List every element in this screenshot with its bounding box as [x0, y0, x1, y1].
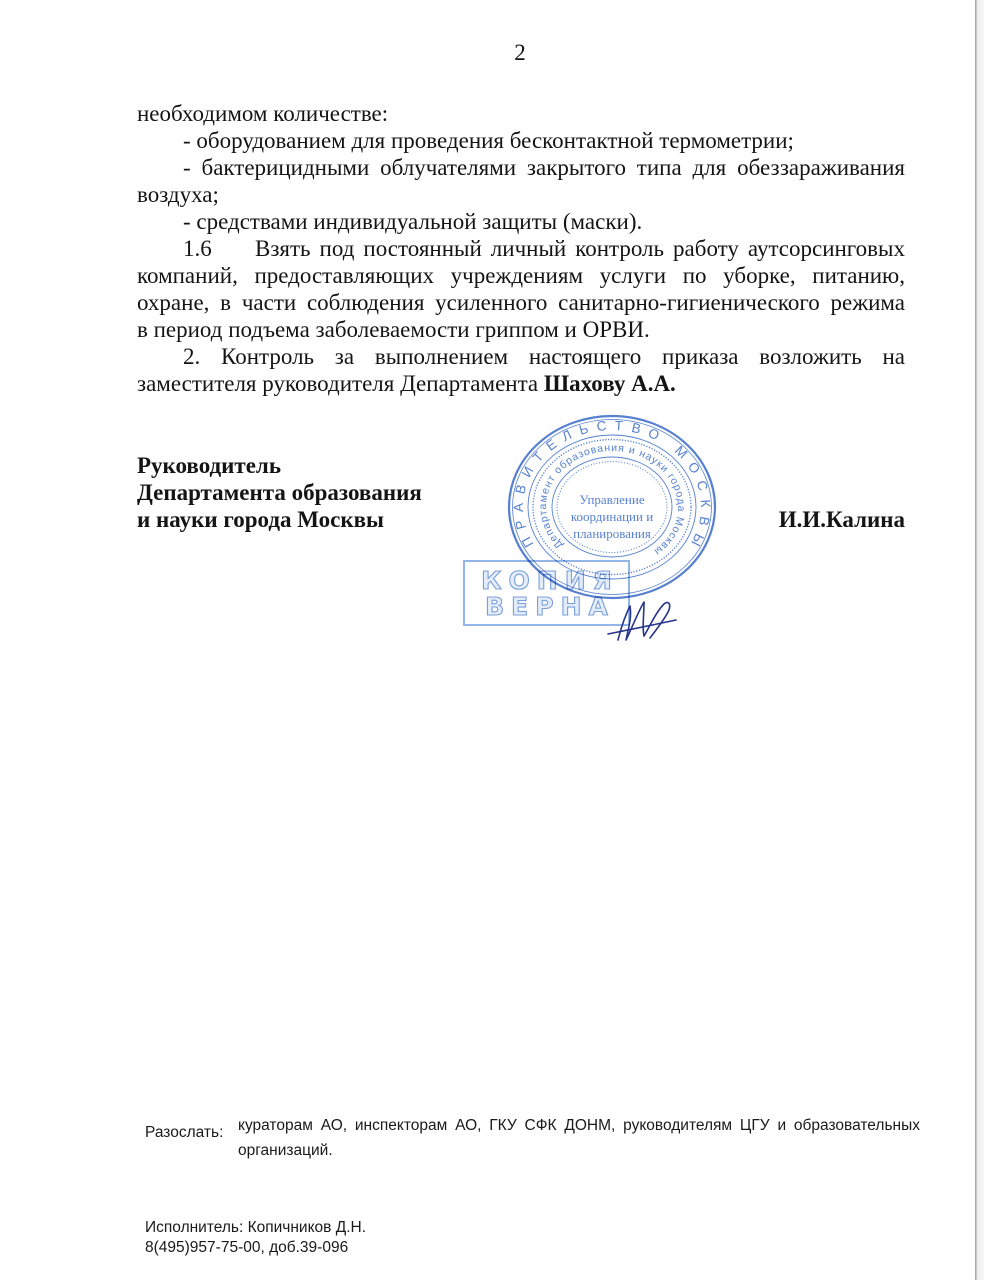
- bullet-item: - оборудованием для проведения бесконтактной термометрии;: [183, 128, 794, 153]
- clause-1-6: [137, 235, 905, 262]
- bullet-item: - бактерицидными облучателями закрытого типа для обеззараживания: [183, 155, 905, 180]
- distribution-list: [238, 1113, 920, 1163]
- clause-text: в период подъема заболеваемости гриппом и ОРВИ.: [137, 317, 650, 342]
- seal-center-line: координации и: [570, 509, 654, 524]
- clause-number: 1.6: [183, 236, 212, 261]
- page-edge: [975, 0, 984, 1280]
- executor-name: Исполнитель: Копичников Д.Н.: [145, 1219, 367, 1236]
- clause-2: 2. Контроль за выполнением настоящего приказа возложить на: [183, 344, 905, 369]
- bullet-item: - средствами индивидуальной защиты (маски).: [183, 209, 643, 234]
- seal-center-line: планирования: [573, 526, 651, 541]
- executor-phone: 8(495)957-75-00, доб.39-096: [145, 1239, 349, 1256]
- clause-2-continuation: [137, 370, 905, 397]
- copy-stamp-line: ВЕРНА: [485, 592, 615, 621]
- clause-text: Взять под постоянный личный контроль работу аутсорсинговых: [255, 236, 905, 261]
- document-body: [137, 100, 905, 397]
- executor-info: [145, 1218, 366, 1258]
- signatory-position: и науки города Москвы: [137, 507, 384, 532]
- seal-inner-text: Департамент образования и науки города Москвы: [536, 441, 688, 558]
- clause-text: компаний, предоставляющих учреждениям услуги по уборке, питанию,: [137, 263, 905, 288]
- seal-center-line: Управление: [579, 492, 645, 507]
- assignee-name: Шахову А.А.: [543, 371, 676, 396]
- distribution-line: кураторам АО, инспекторам АО, ГКУ СФК ДОНМ, руководителям ЦГУ и образовательных: [238, 1117, 920, 1134]
- distribution-label: Разослать:: [145, 1124, 224, 1141]
- seal-outer-text: ПРАВИТЕЛЬСТВО МОСКВЫ: [510, 417, 714, 551]
- clause-text: охране, в части соблюдения усиленного санитарно-гигиенического режима: [137, 290, 905, 315]
- copy-stamp-line: КОПИЯ: [481, 566, 619, 595]
- signatory-position: Руководитель: [137, 453, 281, 478]
- distribution-line: организаций.: [238, 1142, 333, 1159]
- body-line: необходимом количестве:: [137, 101, 389, 126]
- signatory-name: И.И.Калина: [778, 507, 905, 532]
- bullet-item-continuation: воздуха;: [137, 182, 219, 207]
- signatory-position: Департамента образования: [137, 480, 422, 505]
- handwritten-signature: [598, 590, 682, 650]
- official-seal: [500, 405, 725, 610]
- clause-text: заместителя руководителя Департамента: [137, 371, 539, 396]
- page-number: 2: [514, 40, 526, 65]
